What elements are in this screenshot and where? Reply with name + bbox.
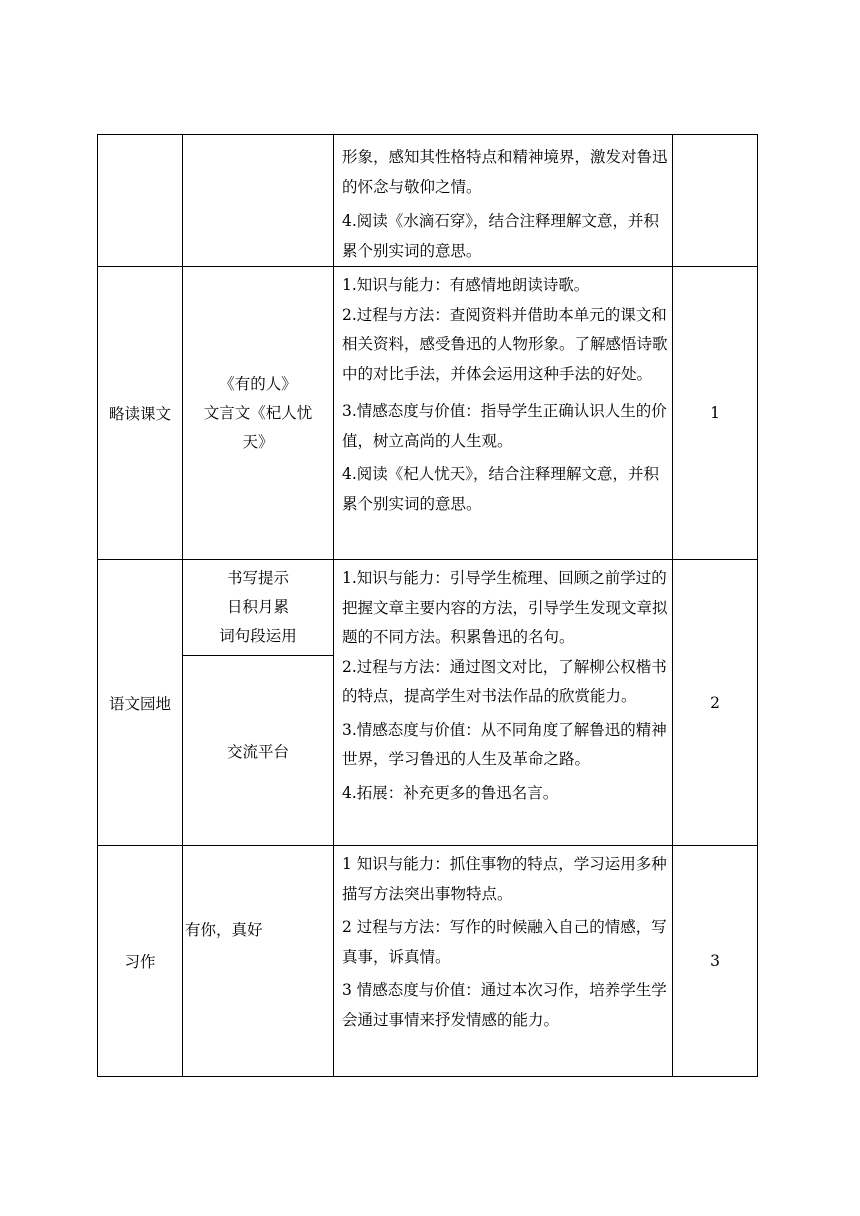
topic-cell	[183, 560, 334, 656]
objective-text: 2 过程与方法：写作的时候融入自己的情感，写真事，诉真情。	[342, 918, 667, 966]
table-row	[98, 135, 758, 267]
topic-line: 天》	[242, 432, 274, 451]
objective-text: 4.阅读《水滴石穿》，结合注释理解文意，并积累个别实词的意思。	[342, 212, 660, 260]
hours-cell	[673, 135, 758, 267]
objective-text: 4.拓展：补充更多的鲁迅名言。	[342, 783, 559, 802]
objective-text: 3.情感态度与价值：从不同角度了解鲁迅的精神世界，学习鲁迅的人生及革命之路。	[342, 720, 667, 768]
objectives-cell	[334, 560, 673, 846]
objective-text: 3 情感态度与价值：通过本次习作，培养学生学会通过事情来抒发情感的能力。	[342, 981, 667, 1029]
lesson-plan-table	[97, 134, 758, 1077]
category-cell	[98, 135, 183, 267]
topic-cell: 交流平台	[183, 656, 334, 846]
hours-cell: 2	[673, 560, 758, 846]
objectives-cell	[334, 267, 673, 560]
objective-text: 2.过程与方法：查阅资料并借助本单元的课文和相关资料，感受鲁迅的人物形象。了解感悟诗歌中的对比手法，并体会运用这种手法的好处。	[342, 305, 668, 383]
objective-text: 1.知识与能力：引导学生梳理、回顾之前学过的把握文章主要内容的方法，引导学生发现文章拟题的不同方法。积累鲁迅的名句。	[342, 569, 668, 646]
topic-line: 书写提示	[226, 569, 289, 587]
topic-line: 词句段运用	[219, 627, 297, 645]
topic-line: 《有的人》	[219, 374, 297, 393]
objective-text: 2.过程与方法：通过图文对比，了解柳公权楷书的特点，提高学生对书法作品的欣赏能力。	[342, 657, 667, 705]
objective-text: 1 知识与能力：抓住事物的特点，学习运用多种描写方法突出事物特点。	[342, 855, 667, 903]
hours-cell: 1	[673, 267, 758, 560]
topic-line: 文言文《杞人忧	[203, 403, 313, 422]
category-cell: 语文园地	[98, 560, 183, 846]
topic-cell	[183, 267, 334, 560]
objective-text: 3.情感态度与价值：指导学生正确认识人生的价值，树立高尚的人生观。	[342, 402, 667, 450]
topic-cell: 有你，真好	[183, 846, 334, 1077]
objective-text: 形象，感知其性格特点和精神境界，激发对鲁迅的怀念与敬仰之情。	[342, 148, 668, 196]
table-row	[98, 267, 758, 560]
table-row	[98, 560, 758, 656]
objectives-cell	[334, 846, 673, 1077]
hours-cell: 3	[673, 846, 758, 1077]
topic-line: 日积月累	[226, 598, 289, 616]
table-row	[98, 846, 758, 1077]
category-cell: 略读课文	[98, 267, 183, 560]
objectives-cell	[334, 135, 673, 267]
category-cell: 习作	[98, 846, 183, 1077]
topic-cell	[183, 135, 334, 267]
objective-text: 1.知识与能力：有感情地朗读诗歌。	[342, 276, 590, 294]
objective-text: 4.阅读《杞人忧天》，结合注释理解文意，并积累个别实词的意思。	[342, 465, 660, 513]
